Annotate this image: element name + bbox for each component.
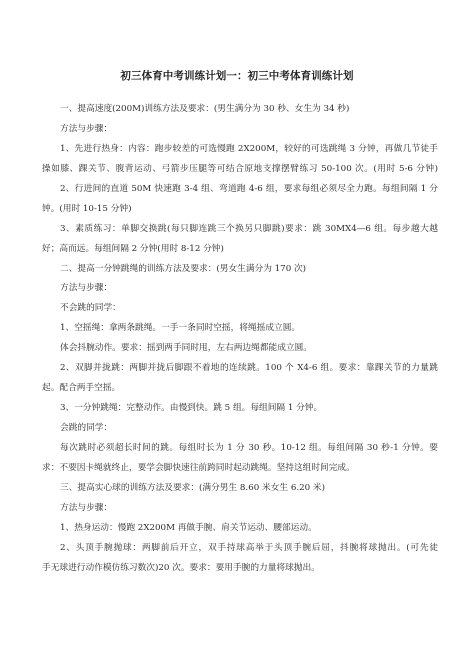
text-line: 1、先进行热身：内容：跑步较差的可选慢跑 2X200M，较好的可选跳绳 3 分钟，再做几节徒手	[60, 143, 438, 154]
document-title: 初三体育中考训练计划一：初三中考体育训练计划	[120, 70, 354, 82]
text-line: 不会跳的同学：	[60, 303, 121, 314]
text-line: 手无球进行动作模仿练习数次)20 次。要求：要用手腕的力量将球抛出。	[42, 562, 320, 573]
text-line: 体会抖腕动作。要求：摇到两手同时甩，左右两边绳都能成立圆。	[60, 343, 312, 354]
text-line: 一、提高速度(200M)训练方法及要求：(男生满分为 30 秒、女生为 34 秒)	[60, 104, 350, 114]
text-line: 起。配合两手空摇。	[42, 383, 121, 394]
text-line: 2、双脚并拢跳：两脚并拢后脚跟不着地的连续跳。100 个 X4-6 组。要求：靠踝关节的力量跳	[60, 363, 438, 374]
text-line: 2、头顶手腕抛球：两脚前后开立，双手持球高举于头顶手腕后屈，抖腕将球抛出。(可先徒	[60, 542, 438, 553]
text-line: 方法与步骤：	[60, 502, 113, 513]
text-line: 方法与步骤：	[60, 123, 113, 134]
text-line: 求：不要因卡绳就终止，要学会脚快速往前跨同时起动跳绳。坚持这组时间完成。	[42, 462, 355, 473]
text-line: 2、行进间的直道 50M 快速跑 3-4 组、弯道跑 4-6 组，要求每组必须尽全力跑。每组间隔 1 分	[60, 183, 438, 194]
text-line: 三、提高实心球的训练方法及要求：(满分男生 8.60 米女生 6.20 米)	[60, 482, 326, 493]
text-line: 每次跳时必须超长时间的跳。每组时长为 1 分 30 秒。10-12 组。每组间隔 30 秒-1 分钟。要	[60, 442, 438, 453]
text-line: 会跳的同学：	[60, 423, 113, 433]
text-line: 操如膝、踝关节、腹背运动、弓箭步压腿等可结合原地支撑摆臂练习 50-100 次。(用时 5-6 分钟)	[42, 163, 438, 174]
text-line: 1、空摇绳：拿两条跳绳。一手一条同时空摇，将绳摇成立圆。	[60, 323, 301, 334]
text-line: 3、一分钟跳绳：完整动作。由慢到快。跳 5 组。每组间隔 1 分钟。	[60, 403, 323, 414]
text-line: 钟。(用时 10-15 分钟)	[42, 203, 132, 214]
text-line: 好；高而远。每组间隔 2 分钟(用时 8-12 分钟)	[42, 243, 224, 254]
text-line: 1、热身运动：慢跑 2X200M 再做手腕、肩关节运动、腰部运动。	[60, 522, 317, 533]
document-body	[42, 100, 438, 579]
text-line: 方法与步骤：	[60, 283, 113, 294]
text-line: 3、素质练习：单脚交换跳(每只脚连跳三个换另只脚跳)要求：跳 30MX4—6 组。每步越大越	[60, 223, 438, 234]
text-line: 二、提高一分钟跳绳的训练方法及要求：(男女生满分为 170 次)	[60, 263, 307, 274]
